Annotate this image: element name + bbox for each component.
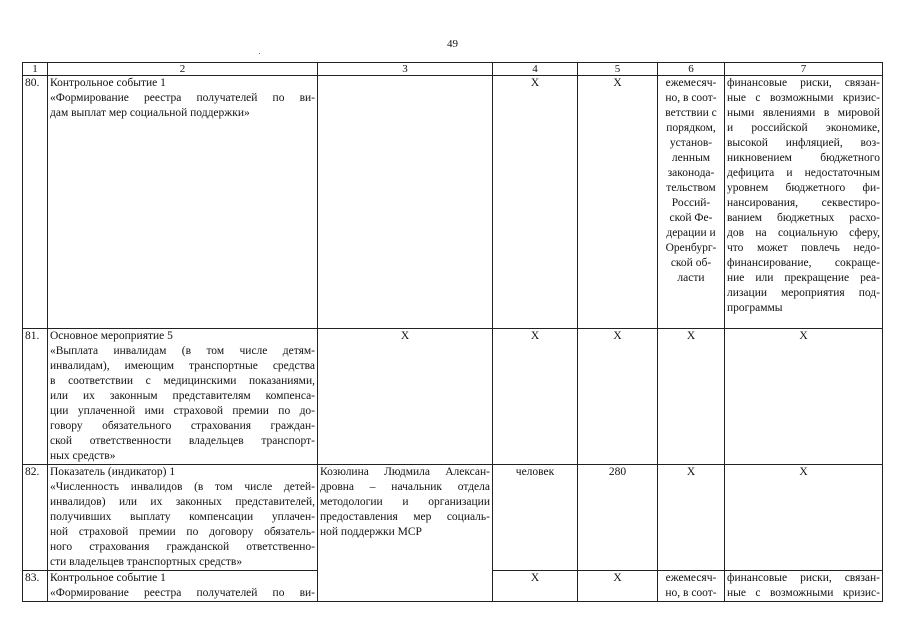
deadline-cell: X: [658, 329, 725, 465]
text-line: законода-: [667, 167, 715, 179]
deadline-cell: X: [658, 465, 725, 571]
text-line: ной страховой премии по договору обязатель-: [50, 526, 315, 538]
text-line: Основное мероприятие 5: [50, 330, 173, 342]
deadline-cell: [658, 76, 725, 329]
text-line: ных средств»: [50, 450, 116, 462]
text-line: уровнем бюджетного фи-: [727, 182, 880, 194]
event-name-cell: [48, 76, 318, 329]
text-line: никновением бюджетного: [727, 152, 880, 164]
text-line: в соответствии с медицинскими показаниями,: [50, 375, 315, 387]
table-row: [23, 465, 883, 571]
deadline-cell: [658, 571, 725, 602]
header-col-1: 1: [23, 63, 48, 76]
header-col-4: 4: [493, 63, 578, 76]
text-line: ного страхования гражданской ответственно-: [50, 541, 315, 553]
text-line: дефицита и недостаточным: [727, 167, 880, 179]
text-line: высокой инфляцией, воз-: [727, 137, 880, 149]
text-line: ской ответственности владельцев транспорт-: [50, 435, 315, 447]
text-line: методологии и организации: [320, 496, 490, 508]
row-number: 82.: [23, 465, 48, 571]
event-name-cell: [48, 465, 318, 571]
text-line: Козюлина Людмила Алексан-: [320, 466, 490, 478]
table-row: [23, 329, 883, 465]
text-line: дерации и: [666, 227, 716, 239]
text-line: финансирование, сокраще-: [727, 257, 880, 269]
text-line: порядком,: [666, 122, 716, 134]
text-line: ние или прекращение реа-: [727, 272, 880, 284]
scan-speck: [259, 53, 260, 54]
text-line: «Формирование реестра получателей по ви-: [50, 587, 315, 599]
unit-cell: X: [493, 329, 578, 465]
text-line: ной поддержки МСР: [320, 526, 422, 538]
header-col-3: 3: [318, 63, 493, 76]
responsible-cell: [318, 76, 493, 329]
text-line: ской об-: [670, 257, 712, 269]
text-line: ции уплаченной ими страховой премии по до-: [50, 405, 315, 417]
text-line: но, в соот-: [665, 92, 717, 104]
row-number: 81.: [23, 329, 48, 465]
responsible-cell: [318, 465, 493, 602]
text-line: ласти: [677, 272, 705, 284]
text-line: финансовые риски, связан-: [727, 572, 880, 584]
table-row: [23, 76, 883, 329]
text-line: что может повлечь недо-: [727, 242, 880, 254]
text-line: Контрольное событие 1: [50, 572, 166, 584]
text-line: тельством: [666, 182, 716, 194]
text-line: программы: [727, 302, 783, 314]
text-line: сти владельцев транспортных средств»: [50, 556, 243, 568]
text-line: установ-: [669, 137, 713, 149]
unit-cell: X: [493, 571, 578, 602]
text-line: Показатель (индикатор) 1: [50, 466, 176, 478]
text-line: ные с возможными кризис-: [727, 92, 880, 104]
text-line: нансирования, секвестиро-: [727, 197, 880, 209]
value-cell: 280: [578, 465, 658, 571]
text-line: лизации мероприятия под-: [727, 287, 880, 299]
text-line: ные с возможными кризис-: [727, 587, 880, 599]
text-line: Контрольное событие 1: [50, 77, 166, 89]
text-line: но, в соот-: [665, 587, 717, 599]
text-line: и российской экономике,: [727, 122, 880, 134]
row-number: 83.: [23, 571, 48, 602]
value-cell: X: [578, 329, 658, 465]
text-line: ежемесяч-: [665, 77, 717, 89]
text-line: «Выплата инвалидам (в том числе детям-: [50, 345, 315, 357]
header-col-5: 5: [578, 63, 658, 76]
text-line: инвалидов) или их законных представителей,: [50, 496, 315, 508]
text-line: ской Фе-: [669, 212, 713, 224]
text-line: Оренбург-: [665, 242, 717, 254]
text-line: говору обязательного страхования граждан-: [50, 420, 315, 432]
text-line: финансовые риски, связан-: [727, 77, 880, 89]
unit-cell: человек: [493, 465, 578, 571]
text-line: «Численность инвалидов (в том числе детей-: [50, 481, 315, 493]
risks-cell: X: [725, 329, 883, 465]
event-name-cell: [48, 329, 318, 465]
text-line: ванием бюджетных расхо-: [727, 212, 880, 224]
text-line: Россий-: [671, 197, 711, 209]
text-line: или их законным представителям компенса-: [50, 390, 315, 402]
value-cell: X: [578, 571, 658, 602]
row-number: 80.: [23, 76, 48, 329]
value-cell: X: [578, 76, 658, 329]
page-number: 49: [447, 38, 458, 50]
text-line: дов на социальную сферу,: [727, 227, 880, 239]
program-table: [22, 62, 883, 602]
unit-cell: X: [493, 76, 578, 329]
text-line: дровна – начальник отдела: [320, 481, 490, 493]
text-line: получивших выплату компенсации уплачен-: [50, 511, 315, 523]
risks-cell: [725, 571, 883, 602]
header-col-2: 2: [48, 63, 318, 76]
event-name-cell: [48, 571, 318, 602]
text-line: «Формирование реестра получателей по ви-: [50, 92, 315, 104]
header-col-6: 6: [658, 63, 725, 76]
risks-cell: [725, 76, 883, 329]
text-line: дам выплат мер социальной поддержки»: [50, 107, 250, 119]
responsible-cell: X: [318, 329, 493, 465]
header-col-7: 7: [725, 63, 883, 76]
text-line: ветствии с: [665, 107, 717, 119]
header-row: [23, 63, 883, 76]
text-line: ными явлениями в мировой: [727, 107, 880, 119]
text-line: инвалидам), имеющим транспортные средства: [50, 360, 315, 372]
text-line: ежемесяч-: [665, 572, 717, 584]
text-line: предоставления мер социаль-: [320, 511, 490, 523]
text-line: ленным: [671, 152, 711, 164]
risks-cell: X: [725, 465, 883, 571]
